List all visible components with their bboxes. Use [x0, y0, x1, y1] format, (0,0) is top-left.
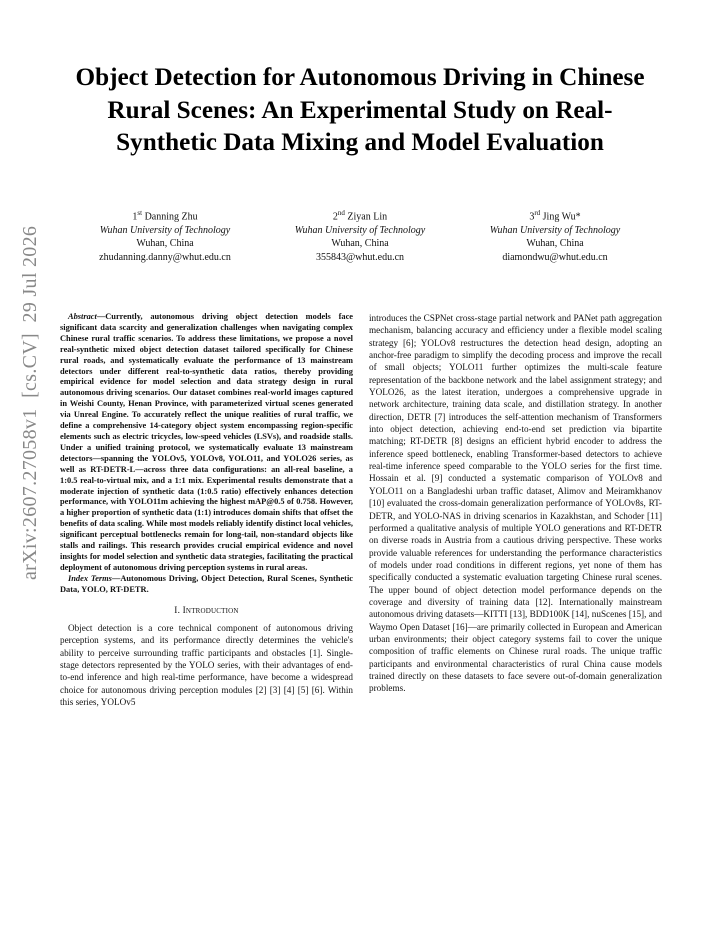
author-affiliation: Wuhan University of Technology [489, 224, 621, 236]
author-location: Wuhan, China [331, 238, 389, 250]
author-ordinal: 2 [332, 211, 338, 223]
author-location: Wuhan, China [526, 238, 584, 250]
author-affiliation: Wuhan University of Technology [294, 224, 426, 236]
abstract-label: Abstract [68, 312, 97, 321]
author-name: Ziyan Lin [347, 211, 388, 223]
arxiv-id-text: arXiv:2607.27058v1 [cs.CV] 29 Jul 2026 [19, 225, 41, 580]
section-heading [60, 605, 353, 617]
index-terms-label: Index Terms [68, 573, 112, 583]
intro-paragraph-left: Object detection is a core technical component of autonomous driving perception systems, and its performance directly determines the vehicle's ability to perceive surrounding traffic participants and obstacles [1]. Single-stage detectors represented by the YOLO series, with their advantages of end-to-end inference and high real-time performance, have become a widespread choice for autonomous driving perception modules [2] [3] [4] [5] [6]. Within this series, YOLOv5 [60, 622, 353, 707]
author-name: Danning Zhu [144, 211, 198, 223]
author-ordinal-suffix: nd [337, 209, 345, 217]
abstract-text: —Currently, autonomous driving object detection models face significant data scarcity and generalization challenges when navigating complex Chinese rural traffic scenarios. To address these limitations, we propose a novel real-synthetic mixed object detection dataset tailored specifically for Chinese rural roads, and systematically evaluate the performance of 13 mainstream detectors under different real-to-synthetic data ratios, thereby providing empirical evidence for model selection and data strategy design in rural autonomous driving scenarios. Our dataset combines real-world images captured in Weishi County, Henan Province, with parameterized virtual scenes generated via Unreal Engine. To accurately reflect the unique realities of rural traffic, we define a comprehensive 14-category object system encompassing region-specific elements such as electric tricycles, low-speed vehicles (LSVs), and roadside stalls. Under a unified training protocol, we systematically evaluate 13 mainstream detectors—spanning the YOLOv5, YOLOv8, YOLO11, and YOLO26 series, as well as RT-DETR-L—across three data configurations: an all-real baseline, a 1:0.5 real-to-virtual mix, and a 1:1 mix. Experimental results demonstrate that a moderate injection of synthetic data (1:0.5 ratio) effectively enhances detection performance, with YOLO11m achieving the highest mAP@0.5 of 0.758. However, a higher proportion of synthetic data (1:1) introduces domain shifts that offset the benefits of data scaling. While most models reliably identify distinct local vehicles, significant perceptual bottlenecks remain for long-tail, non-standard objects like stalls and railings. This research provides crucial empirical evidence and novel insights for model selection and synthetic data strategies, facilitating the practical deployment of autonomous driving perception systems in rural areas. [60, 312, 353, 572]
section-numeral: I. [174, 605, 181, 616]
abstract [60, 312, 353, 574]
right-column [369, 312, 662, 695]
author-2 [265, 207, 455, 264]
intro-paragraph-right: introduces the CSPNet cross-stage partial network and PANet path aggregation mechanism, balancing accuracy and efficiency under a flexible model scaling strategy [6]; YOLOv8 restructures the detection head design, adopting an anchor-free paradigm to simplify the decoding process and improve the recall of small objects; YOLO11 further optimizes the multi-scale feature representation of the backbone network and the label assignment strategy; and YOLO26, as the latest iteration, undergoes a comprehensive upgrade in network architecture, training data scale, and distillation strategy. In another direction, DETR [7] introduces the self-attention mechanism of Transformers into object detection, achieving end-to-end set prediction via bipartite matching; RT-DETR [8] designs an efficient hybrid encoder to address the inference speed bottleneck, enabling Transformer-based detectors to achieve real-time inference speed comparable to the YOLO series for the first time. Hossain et al. [9] conducted a systematic comparison of YOLOv8 and YOLO11 on a Bangladeshi urban traffic dataset, Alimov and Meiramkhanov [10] evaluated the cross-domain generalization performance of YOLOv8s, RT-DETR, and YOLO-NAS in driving scenarios in Kazakhstan, and Schoder [11] performed a qualitative analysis of multiple YOLO generations and RT-DETR on diverse roads in Austria from a cautious driving perspective. These works provide valuable references for understanding the performance characteristics of models under road conditions in different regions, yet none of them has specifically conducted a systematic evaluation targeting Chinese rural scenes. The upper bound of object detection model performance depends on the coverage and diversity of training data [12]. Internationally mainstream autonomous driving datasets—KITTI [13], BDD100K [14], nuScenes [15], and Waymo Open Dataset [16]—are primarily collected in European and American urban environments; their object category systems fail to cover the unique composition of traffic elements on Chinese rural roads. The unique traffic participants and environmental characteristics of rural China cause models trained directly on these datasets to face severe out-of-domain generalization problems. [369, 313, 662, 694]
author-ordinal: 1 [132, 211, 138, 223]
index-terms-text: —Autonomous Driving, Object Detection, Rural Scenes, Synthetic Data, YOLO, RT-DETR. [60, 573, 354, 594]
author-email[interactable]: 355843@whut.edu.cn [315, 251, 405, 263]
index-terms [60, 574, 353, 596]
author-1 [70, 207, 260, 264]
author-location: Wuhan, China [136, 238, 194, 250]
author-email[interactable]: zhudanning.danny@whut.edu.cn [99, 251, 231, 263]
author-affiliation: Wuhan University of Technology [99, 224, 231, 236]
author-ordinal: 3 [529, 211, 535, 223]
author-name: Jing Wu* [542, 211, 581, 223]
author-block [70, 207, 650, 264]
left-column [60, 312, 353, 708]
section-title: Introduction [182, 605, 239, 616]
author-name-line [70, 207, 260, 224]
author-ordinal-suffix: rd [534, 209, 541, 217]
paper-title: Object Detection for Autonomous Driving in Chinese Rural Scenes: An Experimental Study on Real-Synthetic Data Mixing and Model Evaluation [75, 64, 645, 156]
author-ordinal-suffix: st [137, 209, 143, 217]
author-email[interactable]: diamondwu@whut.edu.cn [502, 251, 608, 263]
arxiv-identifier [10, 80, 50, 580]
author-name-line [265, 207, 455, 224]
author-3 [460, 207, 650, 264]
author-name-line [460, 207, 650, 224]
